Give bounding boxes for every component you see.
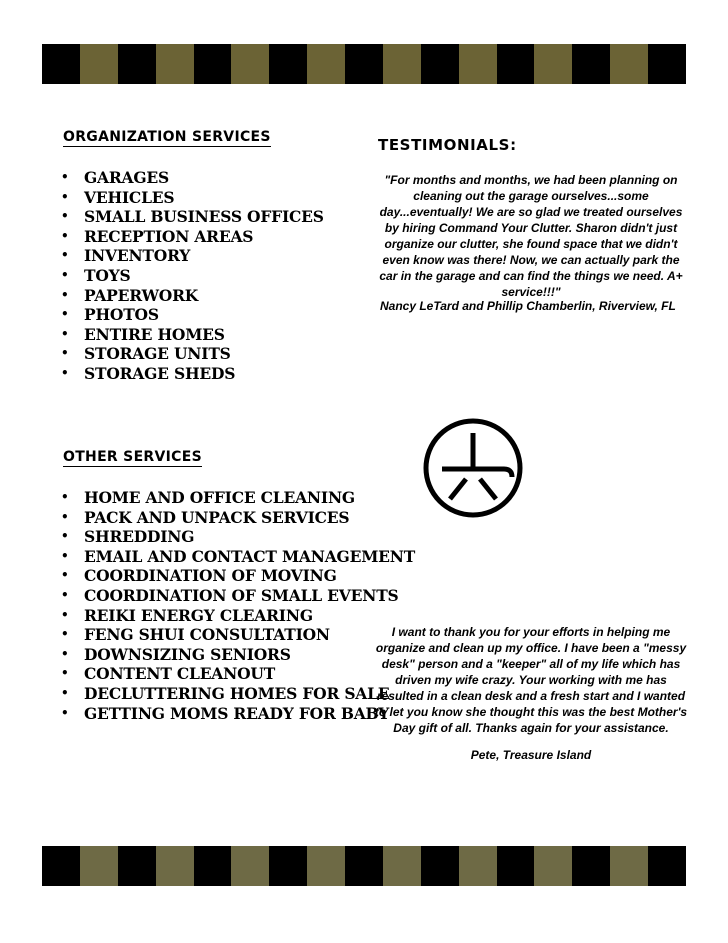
service-item	[60, 168, 324, 188]
bullet-icon: •	[61, 189, 69, 204]
service-item-label: GETTING MOMS READY FOR BABY	[84, 703, 390, 723]
checker-square	[307, 44, 345, 84]
checker-square	[80, 846, 118, 886]
service-item	[60, 586, 415, 606]
service-item	[60, 207, 324, 227]
bullet-icon: •	[61, 705, 69, 720]
service-item	[60, 364, 324, 384]
service-item-label: DOWNSIZING SENIORS	[84, 644, 291, 664]
service-item	[60, 645, 415, 665]
service-item-label: REIKI ENERGY CLEARING	[84, 605, 313, 625]
service-item-label: PACK AND UNPACK SERVICES	[84, 507, 350, 527]
service-item	[60, 325, 324, 345]
checker-square	[497, 44, 535, 84]
testimonial-author-2: Pete, Treasure Island	[470, 748, 592, 762]
organization-services-list	[60, 168, 324, 384]
service-item-label: GARAGES	[84, 168, 170, 187]
service-item-label: VEHICLES	[84, 187, 175, 207]
bullet-icon: •	[61, 587, 69, 602]
service-item-label: STORAGE UNITS	[84, 344, 231, 364]
bullet-icon: •	[61, 509, 69, 524]
service-item	[60, 704, 415, 724]
checker-square	[118, 44, 156, 84]
checker-square	[307, 846, 345, 886]
testimonials-heading: TESTIMONIALS:	[378, 136, 517, 154]
checker-square	[459, 44, 497, 84]
service-item-label: PAPERWORK	[84, 285, 199, 305]
service-item-label: TOYS	[84, 265, 131, 285]
testimonial-author-1: Nancy LeTard and Phillip Chamberlin, Riverview, FL	[380, 299, 676, 313]
bullet-icon: •	[61, 267, 69, 282]
checker-square	[383, 44, 421, 84]
organization-services-heading: ORGANIZATION SERVICES	[63, 129, 271, 145]
checker-square	[497, 846, 535, 886]
service-item	[60, 547, 415, 567]
bullet-icon: •	[61, 307, 69, 322]
service-item-label: STORAGE SHEDS	[84, 363, 236, 383]
bullet-icon: •	[61, 346, 69, 361]
testimonial-quote-1: "For months and months, we had been planning on cleaning out the garage ourselves...some day...eventually! We are so glad we treated ourselves by hiring Command Your Clutter. Sharon didn't just organize our clutter, she found space that we didn't even know was there! Now, we can actually park the car in the garage and can find the things we need. A+ service!!!"	[379, 173, 683, 299]
service-item-label: EMAIL AND CONTACT MANAGEMENT	[84, 546, 416, 566]
service-item	[60, 305, 324, 325]
top-checker-band	[42, 44, 686, 84]
service-item	[60, 566, 415, 586]
checker-square	[572, 846, 610, 886]
bullet-icon: •	[61, 627, 69, 642]
bullet-icon: •	[61, 666, 69, 681]
service-item	[60, 286, 324, 306]
checker-square	[231, 846, 269, 886]
service-item	[60, 527, 415, 547]
checker-square	[459, 846, 497, 886]
other-services-list	[60, 488, 415, 723]
service-item	[60, 344, 324, 364]
other-services-heading: OTHER SERVICES	[63, 449, 202, 465]
checker-square	[421, 44, 459, 84]
service-item	[60, 684, 415, 704]
bullet-icon: •	[61, 568, 69, 583]
bottom-checker-band	[42, 846, 686, 886]
service-item-label: ENTIRE HOMES	[84, 324, 225, 344]
service-item	[60, 266, 324, 286]
service-item	[60, 246, 324, 266]
checker-square	[269, 44, 307, 84]
checker-square	[269, 846, 307, 886]
service-item	[60, 227, 324, 247]
bullet-icon: •	[61, 607, 69, 622]
service-item-label: SMALL BUSINESS OFFICES	[84, 207, 324, 227]
bullet-icon: •	[61, 170, 69, 184]
service-item	[60, 188, 324, 208]
bullet-icon: •	[61, 529, 69, 544]
checker-square	[231, 44, 269, 84]
bullet-icon: •	[61, 548, 69, 563]
bullet-icon: •	[61, 248, 69, 263]
checker-square	[610, 44, 648, 84]
checker-square	[156, 44, 194, 84]
checker-square	[648, 44, 686, 84]
checker-square	[648, 846, 686, 886]
checker-square	[194, 846, 232, 886]
testimonial-quote-2: I want to thank you for your efforts in helping me organize and clean up my office. I have been a "messy desk" person and a "keeper" all of my life which has driven my wife crazy. Your working with me has resulted in a clean desk and a fresh start and I wanted to let you know she thought this was the best Mother's Day gift of all. Thanks again for your assistance.	[374, 625, 688, 735]
checker-square	[42, 44, 80, 84]
service-item-label: FENG SHUI CONSULTATION	[84, 625, 330, 645]
bullet-icon: •	[61, 209, 69, 224]
service-item	[60, 488, 415, 508]
checker-square	[534, 846, 572, 886]
checker-square	[345, 846, 383, 886]
service-item-label: INVENTORY	[84, 246, 191, 266]
checker-square	[572, 44, 610, 84]
checker-square	[345, 44, 383, 84]
service-item	[60, 606, 415, 626]
circle-symbol-icon	[420, 415, 526, 521]
bullet-icon: •	[61, 685, 69, 700]
service-item-label: PHOTOS	[84, 305, 159, 325]
service-item	[60, 508, 415, 528]
bullet-icon: •	[61, 365, 69, 380]
checker-square	[383, 846, 421, 886]
checker-square	[194, 44, 232, 84]
service-item-label: RECEPTION AREAS	[84, 226, 254, 246]
service-item-label: COORDINATION OF MOVING	[84, 566, 337, 586]
checker-square	[80, 44, 118, 84]
service-item-label: DECLUTTERING HOMES FOR SALE	[84, 683, 390, 703]
service-item	[60, 664, 415, 684]
service-item	[60, 625, 415, 645]
service-item-label: COORDINATION OF SMALL EVENTS	[84, 585, 399, 605]
bullet-icon: •	[61, 326, 69, 341]
service-item-label: CONTENT CLEANOUT	[84, 664, 276, 684]
checker-square	[42, 846, 80, 886]
service-item-label: SHREDDING	[84, 527, 195, 547]
bullet-icon: •	[61, 228, 69, 243]
bullet-icon: •	[61, 646, 69, 661]
checker-square	[118, 846, 156, 886]
checker-square	[156, 846, 194, 886]
bullet-icon: •	[61, 287, 69, 302]
checker-square	[421, 846, 459, 886]
bullet-icon: •	[61, 490, 69, 504]
checker-square	[610, 846, 648, 886]
service-item-label: HOME AND OFFICE CLEANING	[84, 488, 355, 507]
checker-square	[534, 44, 572, 84]
